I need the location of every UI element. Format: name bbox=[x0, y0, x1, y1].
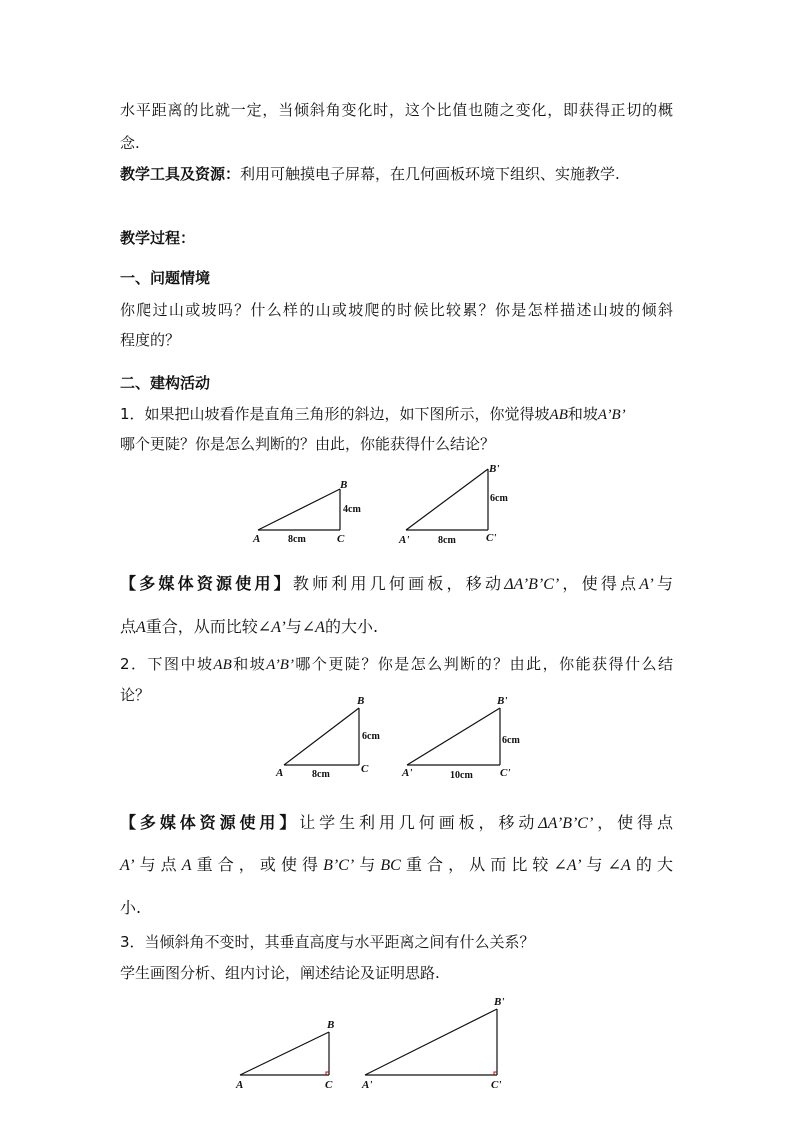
media2-line-3: 小. bbox=[120, 898, 142, 917]
item1-line-2: 哪个更陡？你是怎么判断的？由此，你能获得什么结论？ bbox=[120, 435, 496, 453]
media1-angle-ap: A’ bbox=[271, 619, 286, 636]
item2-line-1 bbox=[120, 654, 673, 675]
media1-text-c: 与 bbox=[653, 574, 673, 593]
item3-line-1: 3．当倾斜角不变时，其垂直高度与水平距离之间有什么关系？ bbox=[120, 933, 535, 951]
item1-line-1 bbox=[120, 404, 626, 425]
fig1-left-label-c: C bbox=[337, 533, 345, 545]
media1-text-e: 重合，从而比较∠ bbox=[145, 617, 272, 636]
fig1-right-base-len: 8cm bbox=[438, 535, 456, 546]
media2-text-f: 重合，从而比较∠ bbox=[400, 855, 567, 874]
item3-line-2: 学生画图分析、组内讨论，阐述结论及证明思路. bbox=[120, 964, 440, 982]
media1-text-d: 点 bbox=[120, 617, 137, 636]
media2-point-ap: A’ bbox=[120, 857, 135, 874]
media1-label: 【多媒体资源使用】 bbox=[120, 574, 293, 593]
media1-point-a: A bbox=[136, 619, 146, 636]
media2-seg-bc: BC bbox=[380, 857, 401, 874]
figure-2 bbox=[270, 690, 530, 785]
item1-text-mid: 和坡 bbox=[567, 405, 598, 423]
fig3-left-hyp bbox=[240, 1032, 329, 1075]
intro-line-1: 水平距离的比就一定，当倾斜角变化时，这个比值也随之变化，即获得正切的概 bbox=[120, 101, 673, 119]
fig3-right-label-c: C' bbox=[491, 1079, 502, 1091]
question-line-2: 程度的？ bbox=[120, 331, 181, 349]
media1-point-ap: A’ bbox=[639, 576, 654, 593]
fig2-left-label-b: B bbox=[357, 695, 365, 707]
tools-paragraph bbox=[120, 164, 620, 184]
fig1-left-height-len: 4cm bbox=[343, 504, 361, 515]
media1-angle-a: A bbox=[315, 619, 325, 636]
fig1-right-label-b: B' bbox=[489, 463, 500, 475]
item2-text-a: 2．下图中坡 bbox=[120, 655, 214, 673]
fig2-left-label-a: A bbox=[276, 767, 284, 779]
fig1-right-label-c: C' bbox=[486, 532, 497, 544]
media2-text-e: 与 bbox=[354, 855, 381, 874]
item2-text-b: 哪个更陡？你是怎么判断的？由此，你能获得什么结 bbox=[293, 655, 673, 673]
fig2-left-base-len: 8cm bbox=[312, 769, 330, 780]
fig2-left-height-len: 6cm bbox=[362, 731, 380, 742]
item2-slope-ab: AB bbox=[213, 657, 232, 673]
media1-text-a: 教师利用几何画板，移动 bbox=[292, 574, 505, 593]
fig1-left-hyp bbox=[258, 489, 340, 530]
fig2-right-label-a: A' bbox=[402, 767, 413, 779]
figure-1 bbox=[240, 460, 520, 550]
figure-3 bbox=[228, 990, 528, 1095]
media2-angle-ap: A’ bbox=[566, 857, 582, 874]
media2-triangle: ΔA’B’C’ bbox=[538, 815, 594, 832]
media2-label: 【多媒体资源使用】 bbox=[120, 813, 300, 832]
fig2-left-triangle bbox=[275, 695, 380, 780]
media2-text-b: ，使得点 bbox=[593, 813, 673, 832]
fig3-left-triangle bbox=[235, 1019, 334, 1091]
media1-text-b: ，使得点 bbox=[559, 574, 640, 593]
media1-line-2 bbox=[120, 617, 378, 638]
media2-text-a: 让学生利用几何画板，移动 bbox=[299, 813, 539, 832]
fig2-right-base-len: 10cm bbox=[450, 770, 473, 781]
item2-line-2: 论？ bbox=[120, 686, 151, 704]
fig3-right-label-b: B' bbox=[494, 996, 505, 1008]
media2-seg-bpcp: B’C’ bbox=[323, 857, 355, 874]
intro-line-2: 念. bbox=[120, 134, 140, 152]
tools-label: 教学工具及资源： bbox=[120, 165, 241, 183]
fig1-left-triangle bbox=[252, 479, 361, 545]
fig1-right-hyp bbox=[406, 469, 488, 530]
media2-line-2 bbox=[120, 855, 673, 876]
fig2-right-label-c: C' bbox=[500, 767, 511, 779]
fig2-right-triangle bbox=[401, 695, 520, 781]
fig3-right-label-a: A' bbox=[362, 1079, 373, 1091]
media2-text-d: 重合，或使得 bbox=[191, 855, 324, 874]
item1-text-a: 1．如果把山坡看作是直角三角形的斜边，如下图所示，你觉得坡 bbox=[120, 405, 550, 423]
media1-line-1 bbox=[120, 574, 673, 595]
item2-slope-apbp: A’B’ bbox=[266, 657, 294, 673]
fig1-left-label-b: B bbox=[340, 479, 348, 491]
fig1-right-triangle bbox=[398, 463, 508, 546]
fig3-right-triangle bbox=[361, 996, 504, 1091]
media1-triangle: ΔA’B’C’ bbox=[504, 576, 560, 593]
tools-text: 利用可触摸电子屏幕，在几何画板环境下组织、实施教学. bbox=[240, 165, 620, 183]
media1-text-g: 的大小. bbox=[324, 617, 379, 636]
fig2-left-label-c: C bbox=[361, 763, 369, 775]
fig2-right-label-b: B' bbox=[497, 695, 508, 707]
slope-apbp: A’B’ bbox=[597, 407, 626, 423]
fig2-right-height-len: 6cm bbox=[502, 735, 520, 746]
fig2-right-hyp bbox=[407, 708, 500, 765]
fig1-right-label-a: A' bbox=[399, 534, 410, 546]
media2-text-h: 的大 bbox=[630, 855, 673, 874]
fig3-left-label-a: A bbox=[236, 1079, 244, 1091]
question-line-1: 你爬过山或坡吗？什么样的山或坡爬的时候比较累？你是怎样描述山坡的倾斜 bbox=[120, 301, 673, 319]
fig3-left-label-b: B bbox=[327, 1019, 335, 1031]
media1-text-f: 与∠ bbox=[285, 617, 316, 636]
media2-text-c: 与点 bbox=[134, 855, 182, 874]
media2-line-1 bbox=[120, 813, 673, 834]
fig2-left-hyp bbox=[284, 708, 359, 765]
fig1-right-height-len: 6cm bbox=[490, 493, 508, 504]
media2-text-g: 与∠ bbox=[581, 855, 622, 874]
section1-heading: 一、问题情境 bbox=[120, 269, 211, 287]
media2-point-a: A bbox=[181, 857, 192, 874]
slope-ab: AB bbox=[549, 407, 568, 423]
section2-heading: 二、建构活动 bbox=[120, 374, 211, 392]
fig3-left-label-c: C bbox=[325, 1079, 333, 1091]
fig1-left-base-len: 8cm bbox=[288, 534, 306, 545]
fig1-left-label-a: A bbox=[253, 533, 261, 545]
fig3-right-hyp bbox=[365, 1009, 497, 1075]
item2-text-mid: 和坡 bbox=[231, 655, 267, 673]
media2-angle-a: A bbox=[621, 857, 631, 874]
process-heading: 教学过程： bbox=[120, 229, 196, 247]
